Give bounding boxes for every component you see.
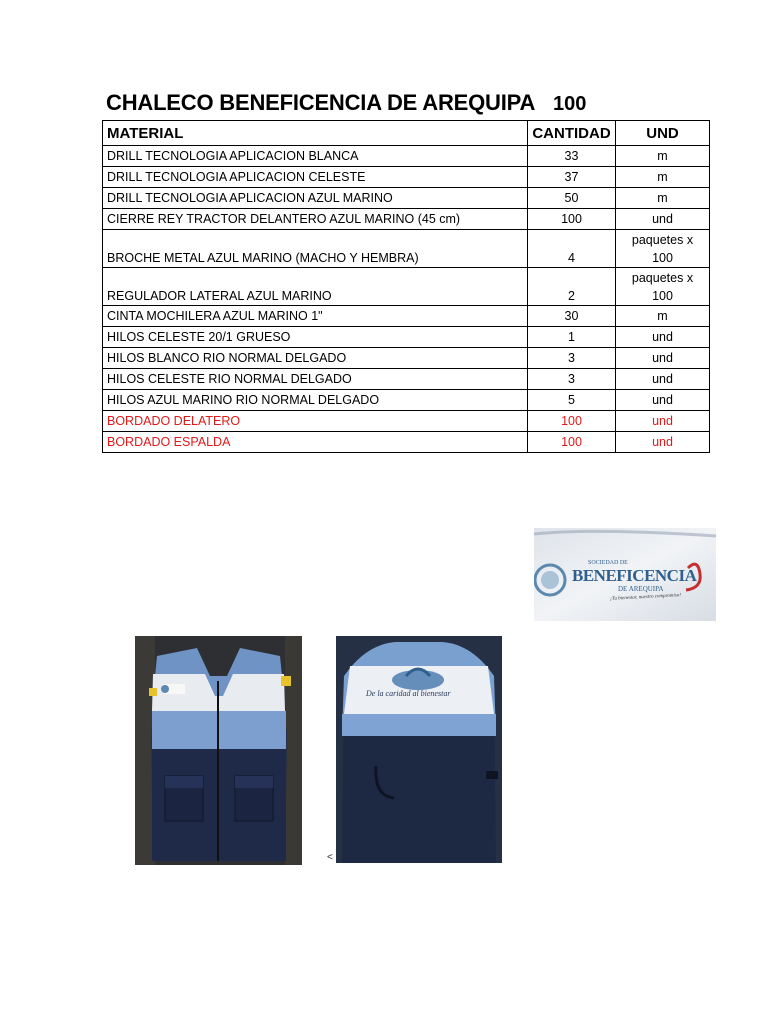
table-row-highlighted <box>103 432 710 453</box>
vest-front-photo <box>135 636 302 865</box>
logo-tagline: ¡Tu bienestar, nuestro compromiso! <box>609 593 682 602</box>
cell-material: DRILL TECNOLOGIA APLICACION BLANCA <box>103 146 528 167</box>
column-header-und: UND <box>616 121 710 146</box>
cell-cantidad: 3 <box>528 348 616 369</box>
cell-material: BORDADO DELATERO <box>103 411 528 432</box>
cell-material: REGULADOR LATERAL AZUL MARINO <box>103 268 528 306</box>
cell-und: und <box>616 209 710 230</box>
cell-cantidad: 100 <box>528 432 616 453</box>
table-row <box>103 390 710 411</box>
stray-character: < <box>327 852 333 863</box>
cell-material: HILOS AZUL MARINO RIO NORMAL DELGADO <box>103 390 528 411</box>
back-slogan: De la caridad al bienestar <box>366 689 451 698</box>
cell-cantidad: 33 <box>528 146 616 167</box>
vest-front-graphic <box>135 636 302 865</box>
und-line-1: paquetes x <box>631 233 694 247</box>
table-row <box>103 188 710 209</box>
cell-material: CINTA MOCHILERA AZUL MARINO 1" <box>103 306 528 327</box>
cell-cantidad: 3 <box>528 369 616 390</box>
vest-back-graphic <box>336 636 502 863</box>
materials-table <box>102 120 710 453</box>
table-row <box>103 306 710 327</box>
cell-material: DRILL TECNOLOGIA APLICACION CELESTE <box>103 167 528 188</box>
cell-cantidad: 2 <box>528 268 616 306</box>
cell-cantidad: 30 <box>528 306 616 327</box>
cell-und: m <box>616 188 710 209</box>
cell-und: und <box>616 411 710 432</box>
cell-cantidad: 100 <box>528 209 616 230</box>
logo-line-3: DE AREQUIPA <box>618 585 664 593</box>
cell-cantidad: 50 <box>528 188 616 209</box>
cell-und: und <box>616 327 710 348</box>
cell-material: HILOS BLANCO RIO NORMAL DELGADO <box>103 348 528 369</box>
table-row <box>103 369 710 390</box>
cell-und: und <box>616 390 710 411</box>
column-header-cantidad: CANTIDAD <box>528 121 616 146</box>
cell-und: und <box>616 432 710 453</box>
table-row <box>103 167 710 188</box>
und-line-2: 100 <box>652 251 673 265</box>
table-row <box>103 146 710 167</box>
cell-material: HILOS CELESTE 20/1 GRUESO <box>103 327 528 348</box>
total-quantity: 100 <box>553 93 587 115</box>
cell-material: HILOS CELESTE RIO NORMAL DELGADO <box>103 369 528 390</box>
cell-cantidad: 37 <box>528 167 616 188</box>
cell-material: BROCHE METAL AZUL MARINO (MACHO Y HEMBRA) <box>103 230 528 268</box>
table-row <box>103 230 710 268</box>
logo-line-1: SOCIEDAD DE <box>588 560 628 566</box>
und-line-1: paquetes x <box>631 271 694 285</box>
table-row <box>103 209 710 230</box>
cell-und: und <box>616 348 710 369</box>
column-header-material: MATERIAL <box>103 121 528 146</box>
cell-und: m <box>616 306 710 327</box>
cell-material: BORDADO ESPALDA <box>103 432 528 453</box>
vest-back-photo <box>336 636 502 863</box>
cell-cantidad: 100 <box>528 411 616 432</box>
cell-cantidad: 5 <box>528 390 616 411</box>
table-row <box>103 327 710 348</box>
cell-und: m <box>616 146 710 167</box>
table-row <box>103 348 710 369</box>
cell-und <box>616 230 710 268</box>
cell-cantidad: 1 <box>528 327 616 348</box>
cell-material: CIERRE REY TRACTOR DELANTERO AZUL MARINO (45 cm) <box>103 209 528 230</box>
table-row <box>103 268 710 306</box>
logo-line-2: BENEFICENCIA <box>572 566 697 585</box>
cell-und: m <box>616 167 710 188</box>
und-line-2: 100 <box>652 289 673 303</box>
page-title: CHALECO BENEFICENCIA DE AREQUIPA <box>106 90 536 115</box>
cell-und <box>616 268 710 306</box>
embroidered-logo-photo <box>534 528 716 621</box>
cell-und: und <box>616 369 710 390</box>
table-header-row <box>103 121 710 146</box>
table-row-highlighted <box>103 411 710 432</box>
cell-material: DRILL TECNOLOGIA APLICACION AZUL MARINO <box>103 188 528 209</box>
cell-cantidad: 4 <box>528 230 616 268</box>
